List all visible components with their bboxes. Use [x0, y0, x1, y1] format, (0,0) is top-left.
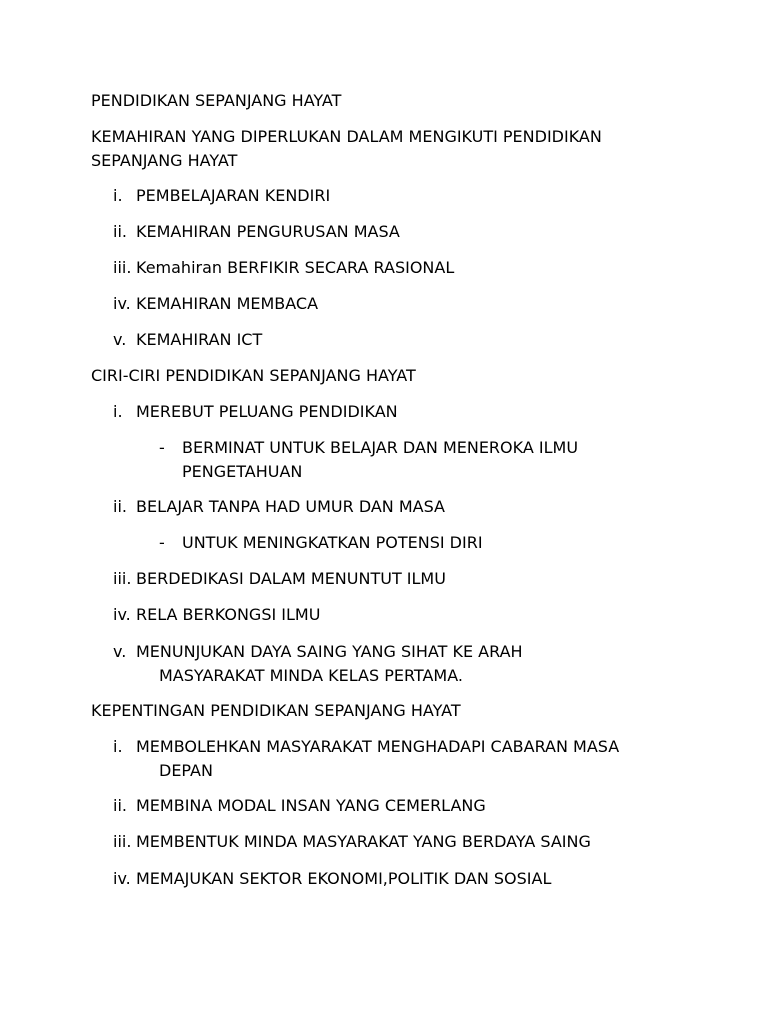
section-2-item-3-text: BERDEDIKASI DALAM MENUNTUT ILMU — [136, 569, 446, 588]
section-2-item-5-text: MENUNJUKAN DAYA SAING YANG SIHAT KE ARAH — [136, 642, 523, 661]
section-2-item-2-sub-dash: - — [159, 533, 165, 552]
section-3-item-1-number: i. — [113, 737, 123, 756]
section-1-item-1-text: PEMBELAJARAN KENDIRI — [136, 186, 331, 205]
section-2-item-1-number: i. — [113, 402, 123, 421]
section-3-item-2-number: ii. — [113, 796, 127, 815]
section-3-item-4-number: iv. — [113, 869, 131, 888]
section-2-item-1-sub-dash: - — [159, 438, 165, 457]
section-2-item-3-number: iii. — [113, 569, 132, 588]
section-3-item-4-text: MEMAJUKAN SEKTOR EKONOMI,POLITIK DAN SOSIAL — [136, 869, 552, 888]
document-title: PENDIDIKAN SEPANJANG HAYAT — [91, 91, 342, 110]
section-2-item-5-number: v. — [113, 642, 127, 661]
section-2-item-1-sub-line-1: BERMINAT UNTUK BELAJAR DAN MENEROKA ILMU — [182, 438, 579, 457]
section-3-item-1-text: MEMBOLEHKAN MASYARAKAT MENGHADAPI CABARAN MASA — [136, 737, 620, 756]
section-1-item-1-number: i. — [113, 186, 123, 205]
section-1-item-4-text: KEMAHIRAN MEMBACA — [136, 294, 319, 313]
section-2-heading: CIRI-CIRI PENDIDIKAN SEPANJANG HAYAT — [91, 366, 416, 385]
section-3-item-2-text: MEMBINA MODAL INSAN YANG CEMERLANG — [136, 796, 486, 815]
section-3-item-3-text: MEMBENTUK MINDA MASYARAKAT YANG BERDAYA SAING — [136, 832, 591, 851]
section-2-item-2-text: BELAJAR TANPA HAD UMUR DAN MASA — [136, 497, 445, 516]
section-1-item-4-number: iv. — [113, 294, 131, 313]
section-3-item-1-continuation: DEPAN — [159, 761, 213, 780]
section-3-item-3-number: iii. — [113, 832, 132, 851]
section-2-item-1-sub-line-2: PENGETAHUAN — [182, 462, 303, 481]
section-2-item-5-continuation: MASYARAKAT MINDA KELAS PERTAMA. — [159, 666, 463, 685]
section-1-heading-line-2: SEPANJANG HAYAT — [91, 151, 238, 170]
section-1-item-2-number: ii. — [113, 222, 127, 241]
section-3-heading: KEPENTINGAN PENDIDIKAN SEPANJANG HAYAT — [91, 701, 461, 720]
section-1-item-5-text: KEMAHIRAN ICT — [136, 330, 263, 349]
section-2-item-4-number: iv. — [113, 605, 131, 624]
section-1-heading-line-1: KEMAHIRAN YANG DIPERLUKAN DALAM MENGIKUTI PENDIDIKAN — [91, 127, 602, 146]
section-2-item-4-text: RELA BERKONGSI ILMU — [136, 605, 321, 624]
section-2-item-2-number: ii. — [113, 497, 127, 516]
section-1-item-2-text: KEMAHIRAN PENGURUSAN MASA — [136, 222, 400, 241]
section-1-item-5-number: v. — [113, 330, 127, 349]
section-2-item-1-text: MEREBUT PELUANG PENDIDIKAN — [136, 402, 398, 421]
section-2-item-2-sub-line-1: UNTUK MENINGKATKAN POTENSI DIRI — [182, 533, 483, 552]
section-1-item-3-number: iii. — [113, 258, 132, 277]
section-1-item-3-text: Kemahiran BERFIKIR SECARA RASIONAL — [136, 258, 455, 277]
